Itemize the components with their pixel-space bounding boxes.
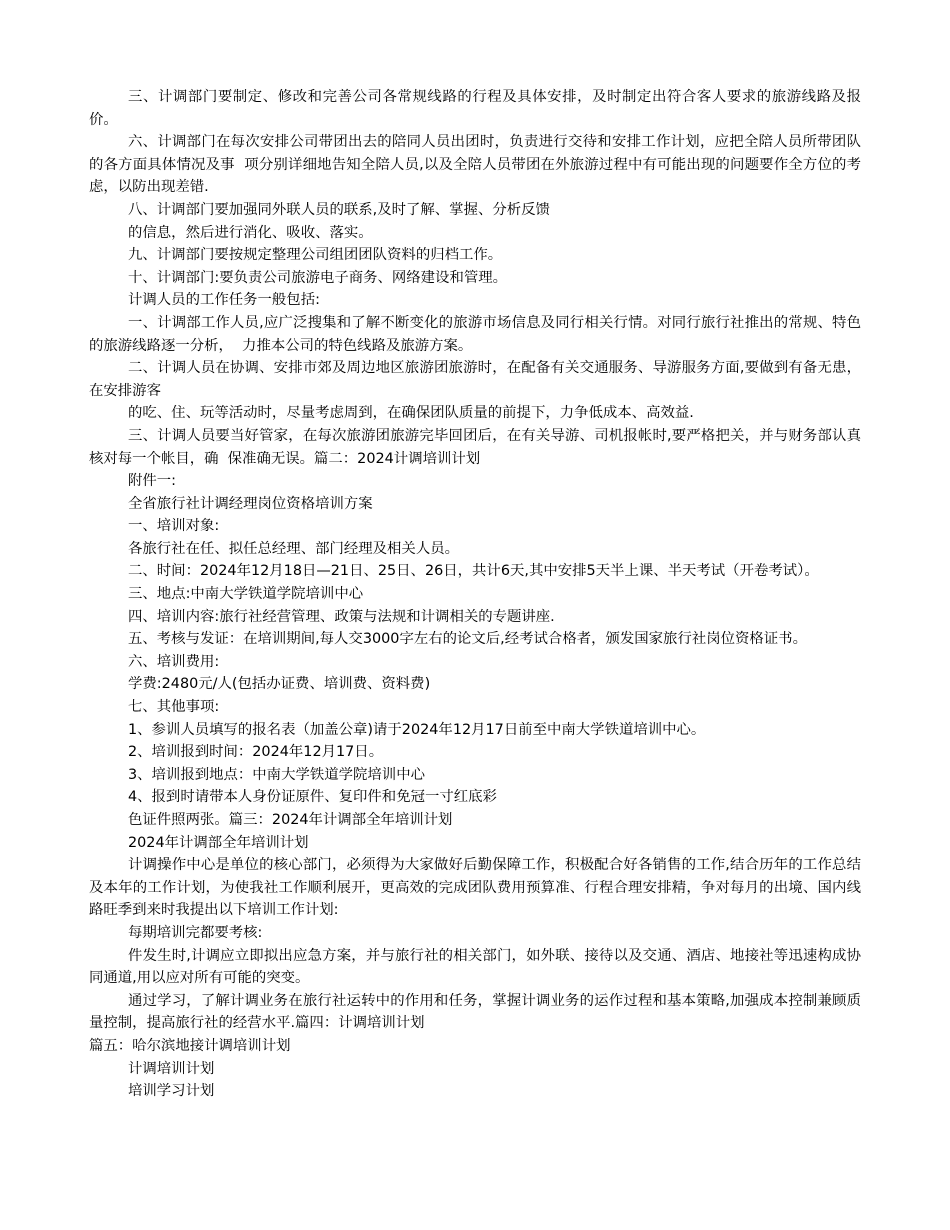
paragraph: 九、计调部门要按规定整理公司组团团队资料的归档工作。 <box>128 247 503 264</box>
paragraph: 学费:2480元/人(包括办证费、培训费、资料费) <box>128 676 431 693</box>
paragraph: 三、计调部门要制定、修改和完善公司各常规线路的行程及具体安排，及时制定出符合客人要求的旅游线路及报价。 <box>89 89 861 128</box>
document-body <box>89 86 861 1103</box>
paragraph: 1、参训人员填写的报名表（加盖公章)请于2024年12月17日前至中南大学铁道培训中心。 <box>128 721 706 738</box>
paragraph: 各旅行社在任、拟任总经理、部门经理及相关人员。 <box>128 540 459 557</box>
paragraph: 全省旅行社计调经理岗位资格培训方案 <box>128 495 373 512</box>
paragraph: 3、培训报到地点：中南大学铁道学院培训中心 <box>128 766 425 783</box>
paragraph: 色证件照两张。篇三：2024年计调部全年培训计划 <box>128 812 453 828</box>
paragraph: 计调操作中心是单位的核心部门，必须得为大家做好后勤保障工作，积极配合好各销售的工作,结合历年的工作总结及本年的工作计划，为使我社工作顺利展开，更高效的完成团队费用预算准、行程合理安排精，争对每月的出境、国内线路旺季到来时我提出以下培训工作计划: <box>89 857 861 919</box>
paragraph: 三、地点:中南大学铁道学院培训中心 <box>128 586 364 603</box>
paragraph: 一、计调部工作人员,应广泛搜集和了解不断变化的旅游市场信息及同行相关行情。对同行旅行社推出的常规、特色的旅游线路逐一分析， 力推本公司的特色线路及旅游方案。 <box>89 314 861 354</box>
paragraph: 二、计调人员在协调、安排市郊及周边地区旅游团旅游时，在配备有关交通服务、导游服务方面,要做到有备无患，在安排游客 <box>89 360 862 399</box>
paragraph: 培训学习计划 <box>128 1083 215 1100</box>
paragraph: 的吃、住、玩等活动时，尽量考虑周到，在确保团队质量的前提下，力争低成本、高效益. <box>128 405 694 422</box>
paragraph: 2024年计调部全年培训计划 <box>128 834 309 851</box>
paragraph: 六、计调部门在每次安排公司带团出去的陪同人员出团时，负责进行交待和安排工作计划，应把全陪人员所带团队的各方面具体情况及事 项分别详细地告知全陪人员,以及全陪人员带团在外旅游过程中有可能出现的问题要作全方位的考虑，以防出现差错. <box>89 134 861 196</box>
paragraph: 2、培训报到时间：2024年12月17日。 <box>128 744 384 761</box>
paragraph: 五、考核与发证：在培训期间,每人交3000字左右的论文后,经考试合格者，颁发国家旅行社岗位资格证书。 <box>128 631 807 648</box>
paragraph: 七、其他事项: <box>128 699 220 716</box>
paragraph: 的信息，然后进行消化、吸收、落实。 <box>128 224 373 241</box>
paragraph: 每期培训完都要考核: <box>128 924 263 941</box>
paragraph: 四、培训内容:旅行社经营管理、政策与法规和计调相关的专题讲座. <box>128 608 555 625</box>
paragraph: 计调人员的工作任务一般包括: <box>128 292 320 309</box>
paragraph: 三、计调人员要当好管家，在每次旅游团旅游完毕回团后，在有关导游、司机报帐时,要严格把关，并与财务部认真核对每一个帐目，确 保准确无误。篇二：2024计调培训计划 <box>89 427 861 467</box>
paragraph: 4、报到时请带本人身份证原件、复印件和免冠一寸红底彩 <box>128 789 497 806</box>
paragraph: 八、计调部门要加强同外联人员的联系,及时了解、掌握、分析反馈 <box>128 201 550 218</box>
paragraph: 计调培训计划 <box>128 1060 215 1077</box>
paragraph: 十、计调部门:要负责公司旅游电子商务、网络建设和管理。 <box>128 269 508 286</box>
paragraph: 通过学习，了解计调业务在旅行社运转中的作用和任务，掌握计调业务的运作过程和基本策略,加强成本控制兼顾质量控制，提高旅行社的经营水平.篇四：计调培训计划 <box>89 992 861 1032</box>
paragraph: 六、培训费用: <box>128 653 220 670</box>
paragraph: 件发生时,计调应立即拟出应急方案，并与旅行社的相关部门，如外联、接待以及交通、酒店、地接社等迅速构成协同通道,用以应对所有可能的突变。 <box>89 947 861 987</box>
paragraph: 附件一: <box>128 473 177 490</box>
paragraph: 二、时间：2024年12月18日—21日、25日、26日，共计6天,其中安排5天半上课、半天考试（开卷考试）。 <box>128 563 819 580</box>
paragraph: 篇五：哈尔滨地接计调培训计划 <box>89 1037 291 1054</box>
paragraph: 一、培训对象: <box>128 518 220 535</box>
